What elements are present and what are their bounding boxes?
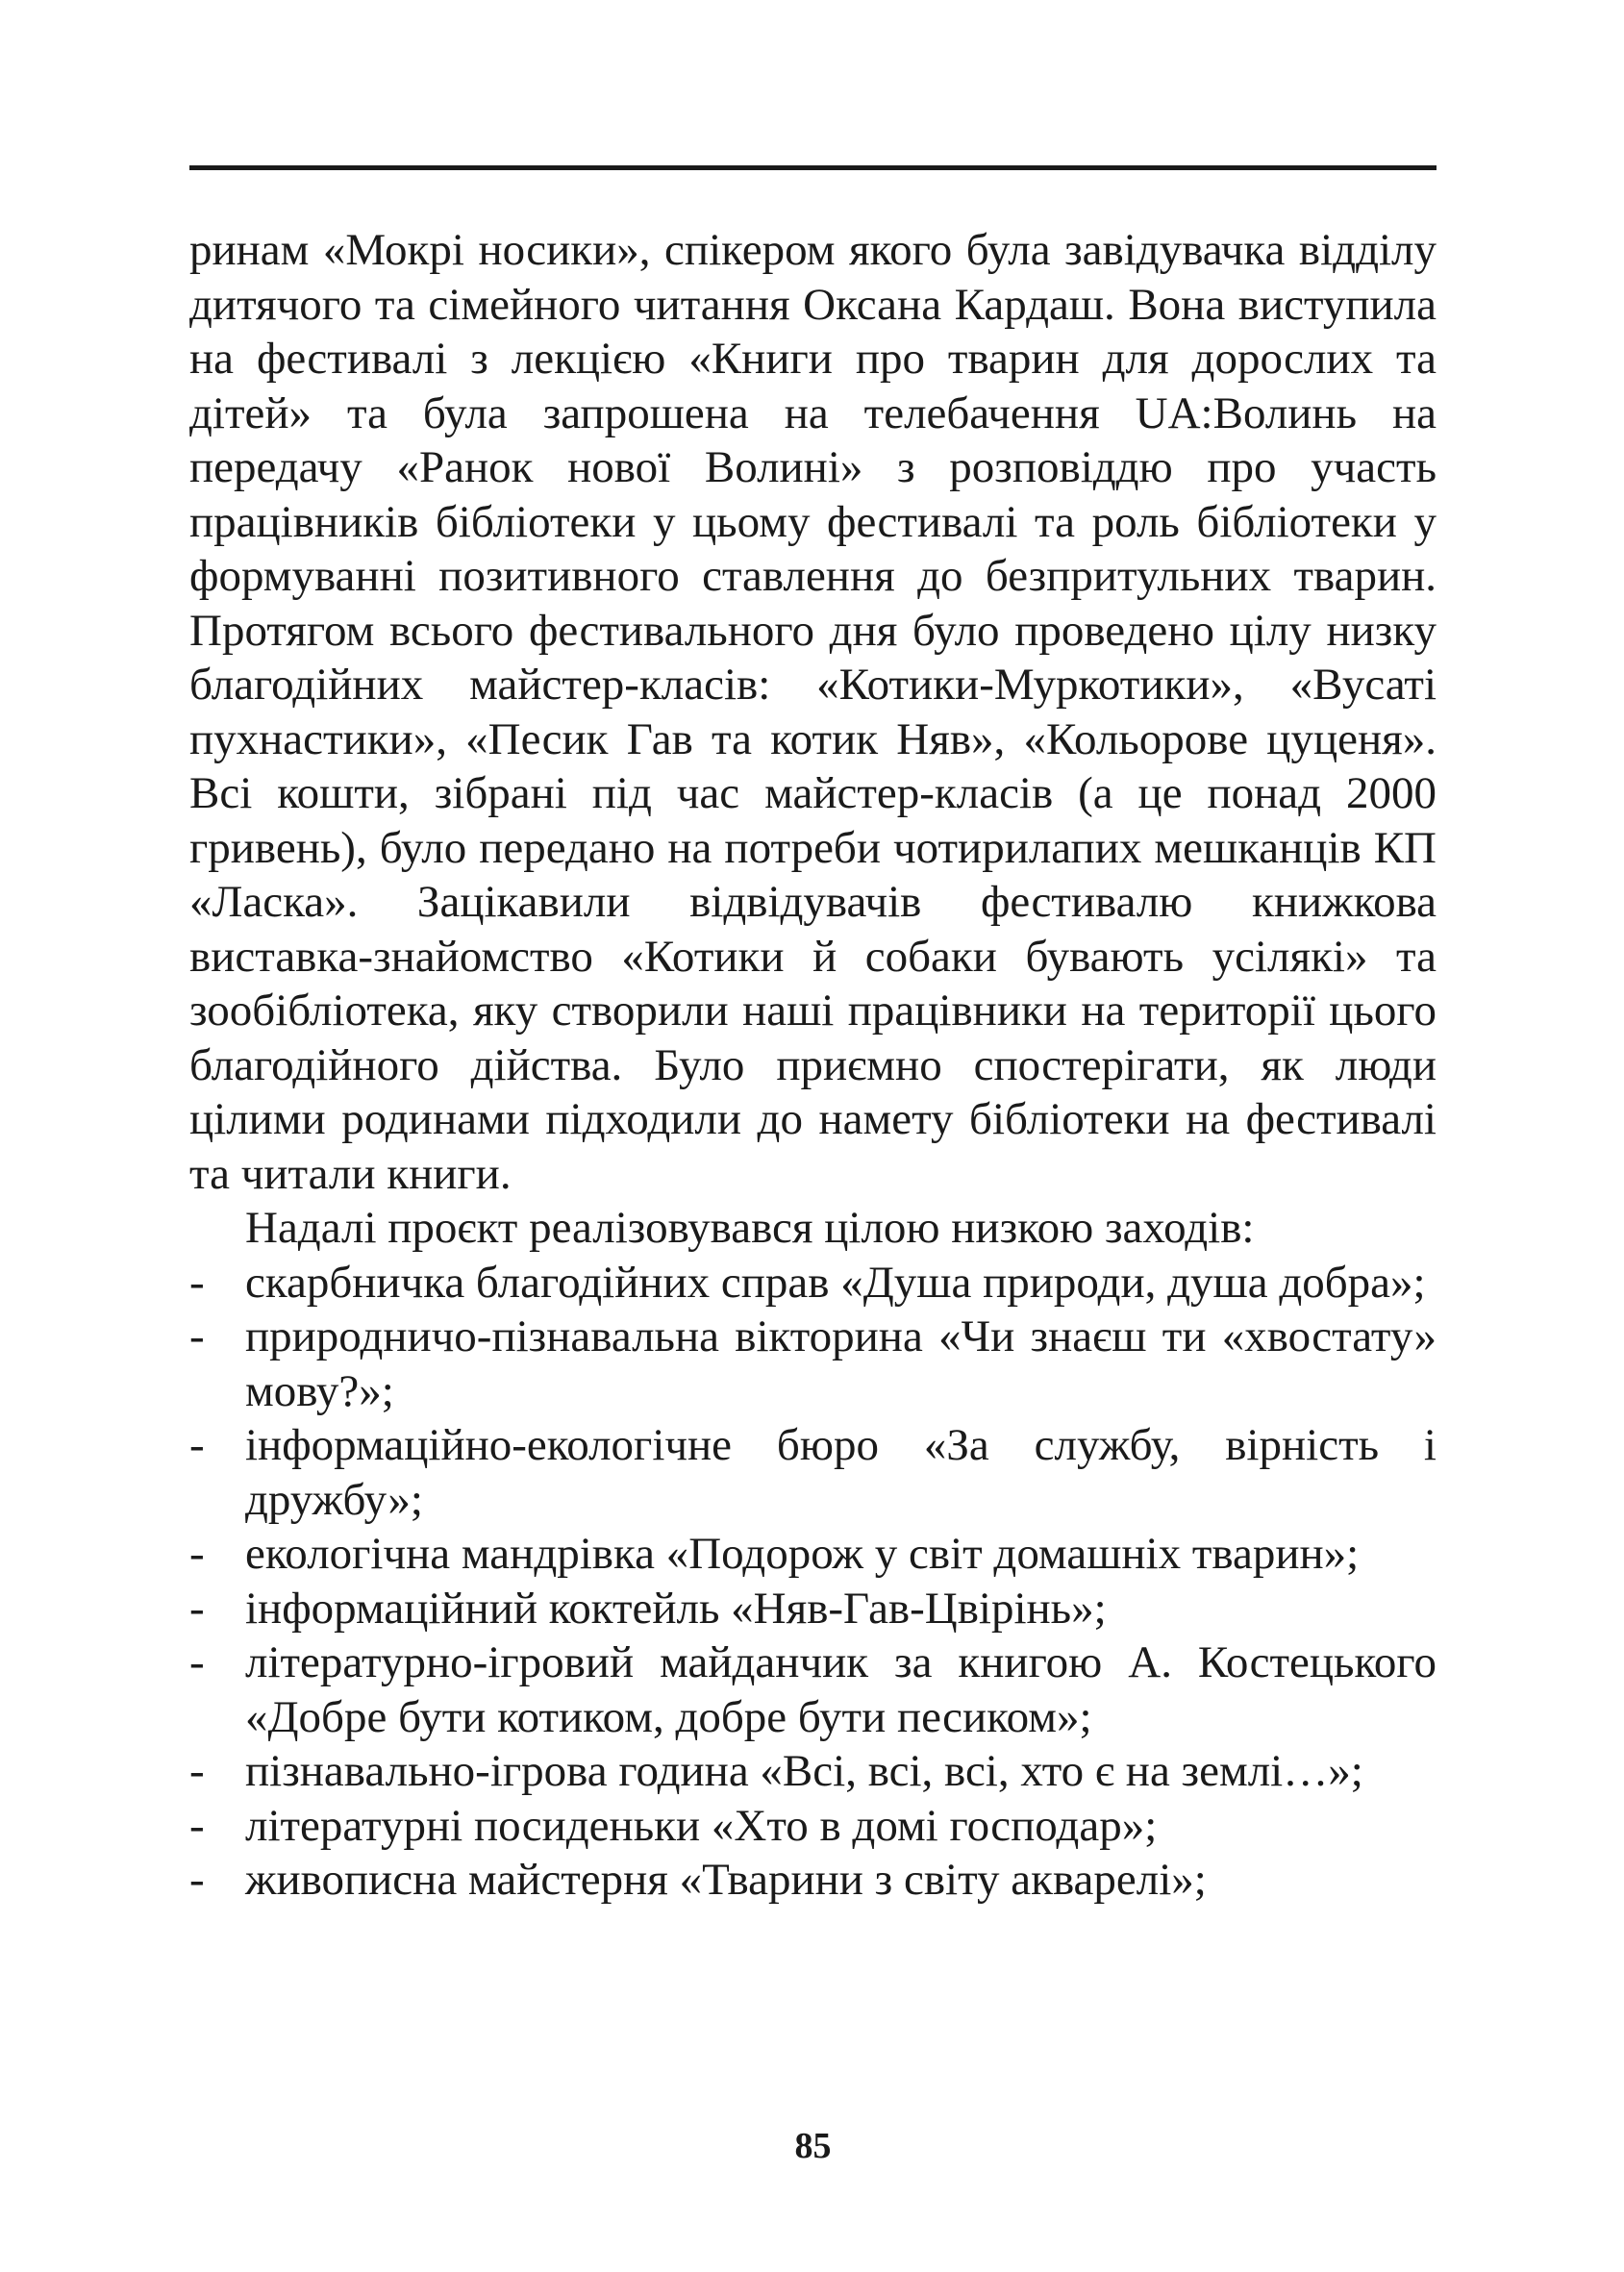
list-intro-paragraph: Надалі проєкт реалізовувався цілою низкою заходів:	[245, 1203, 1255, 1253]
list-item-text: літературно-ігровий майданчик за книгою А. Костецького «Добре бути котиком, добре бути песиком»;	[245, 1637, 1437, 1742]
list-marker: -	[189, 1529, 205, 1579]
list-item-text: інформаційний коктейль «Няв-Гав-Цвірінь»;	[245, 1583, 1107, 1634]
list-item	[189, 1256, 1437, 1311]
list-item-text: природничо-пізнавальна вікторина «Чи знаєш ти «хвостату» мову?»;	[245, 1311, 1437, 1416]
events-list	[189, 1256, 1437, 1908]
list-marker: -	[189, 1420, 205, 1470]
list-item	[189, 1582, 1437, 1636]
page-number: 85	[794, 2126, 832, 2166]
list-item	[189, 1853, 1437, 1908]
header-rule	[189, 165, 1437, 170]
list-item-text: літературні посиденьки «Хто в домі господар»;	[245, 1800, 1158, 1851]
list-marker: -	[189, 1257, 205, 1308]
list-item	[189, 1418, 1437, 1527]
list-marker: -	[189, 1855, 205, 1905]
list-item-text: живописна майстерня «Тварини з світу акварелі»;	[245, 1855, 1207, 1905]
list-marker: -	[189, 1583, 205, 1634]
body-paragraph: ринам «Мокрі носики», спікером якого була завідувачка відділу дитячого та сімейного читання Оксана Кардаш. Вона виступила на фестивалі з лекцією «Книги про тварин для дорослих та дітей» та була запрошена на телебачення UA:Волинь на передачу «Ранок нової Волині» з розповіддю про участь працівників бібліотеки у цьому фестивалі та роль бібліотеки у формуванні позитивного ставлення до безпритульних тварин. Протягом всього фестивального дня було проведено цілу низку благодійних майстер-класів: «Котики-Муркотики», «Вусаті пухнастики», «Песик Гав та котик Няв», «Кольорове цуценя». Всі кошти, зібрані під час майстер-класів (а це понад 2000 гривень), було передано на потреби чотирилапих мешканців КП «Ласка». Зацікавили відвідувачів фестивалю книжкова виставка-знайомство «Котики й собаки бувають усілякі» та зообібліотека, яку створили наші працівники на території цього благодійного дійства. Було приємно спостерігати, як люди цілими родинами підходили до намету бібліотеки на фестивалі та читали книги.	[189, 225, 1437, 1199]
page-body	[189, 223, 1437, 1908]
list-marker: -	[189, 1637, 205, 1687]
list-item	[189, 1744, 1437, 1799]
list-marker: -	[189, 1311, 205, 1361]
list-item	[189, 1635, 1437, 1744]
list-marker: -	[189, 1800, 205, 1851]
list-item	[189, 1310, 1437, 1418]
list-item	[189, 1799, 1437, 1854]
list-item	[189, 1527, 1437, 1582]
list-item-text: скарбничка благодійних справ «Душа природи, душа добра»;	[245, 1257, 1426, 1308]
list-item-text: екологічна мандрівка «Подорож у світ домашніх тварин»;	[245, 1529, 1360, 1579]
list-item-text: інформаційно-екологічне бюро «За службу, вірність і дружбу»;	[245, 1420, 1437, 1525]
list-item-text: пізнавально-ігрова година «Всі, всі, всі, хто є на землі…»;	[245, 1746, 1363, 1796]
book-page	[189, 0, 1437, 2272]
list-marker: -	[189, 1746, 205, 1796]
